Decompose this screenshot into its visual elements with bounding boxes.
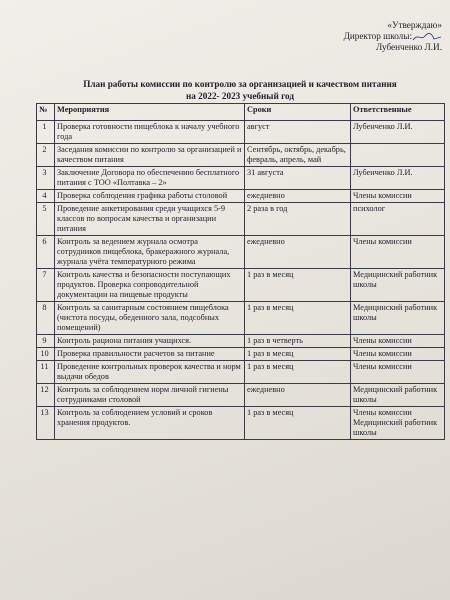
- row-number: 11: [37, 361, 55, 384]
- plan-table: [36, 103, 445, 440]
- row-timing: 1 раз в месяц: [245, 348, 351, 361]
- approval-block: [292, 20, 442, 53]
- header-timing: Сроки: [245, 104, 351, 121]
- table-row: [37, 167, 445, 190]
- row-responsible: Члены комиссии: [351, 190, 445, 203]
- table-row: [37, 302, 445, 335]
- row-responsible: Члены комиссии: [351, 236, 445, 269]
- table-row: [37, 335, 445, 348]
- row-responsible: Медицинский работник школы: [351, 302, 445, 335]
- director-label: Директор школы:: [343, 31, 412, 41]
- row-timing: 1 раз в месяц: [245, 302, 351, 335]
- page-title: [40, 78, 440, 102]
- row-activity: Проведение контрольных проверок качества и норм выдачи обедов: [55, 361, 245, 384]
- table-header-row: [37, 104, 445, 121]
- row-activity: Контроль за соблюдением норм личной гигиены сотрудниками столовой: [55, 384, 245, 407]
- table-row: [37, 361, 445, 384]
- header-activity: Мероприятия: [55, 104, 245, 121]
- title-line-1: План работы комиссии по контролю за организацией и качеством питания: [83, 79, 397, 89]
- table-row: [37, 236, 445, 269]
- row-activity: Контроль за санитарным состоянием пищеблока (чистота посуды, обеденного зала, подсобных помещений): [55, 302, 245, 335]
- row-number: 8: [37, 302, 55, 335]
- row-activity: Контроль за соблюдением условий и сроков хранения продуктов.: [55, 407, 245, 440]
- table-row: [37, 203, 445, 236]
- row-activity: Контроль рациона питания учащихся.: [55, 335, 245, 348]
- row-timing: 1 раз в четверть: [245, 335, 351, 348]
- table-row: [37, 407, 445, 440]
- row-responsible: Члены комиссии: [351, 361, 445, 384]
- row-activity: Контроль за ведением журнала осмотра сотрудников пищеблока, бракеражного журнала, журнала учёта температурного режима: [55, 236, 245, 269]
- row-responsible: Члены комиссии: [351, 335, 445, 348]
- header-responsible: Ответственные: [351, 104, 445, 121]
- row-timing: 1 раз в месяц: [245, 407, 351, 440]
- row-responsible: Лубенченко Л.И.: [351, 167, 445, 190]
- row-number: 13: [37, 407, 55, 440]
- approval-heading: «Утверждаю»: [387, 20, 442, 30]
- row-timing: ежедневно: [245, 190, 351, 203]
- row-number: 9: [37, 335, 55, 348]
- row-timing: Сентябрь, октябрь, декабрь, февраль, апрель, май: [245, 144, 351, 167]
- row-responsible: Члены комиссии: [351, 348, 445, 361]
- row-timing: ежедневно: [245, 384, 351, 407]
- table-row: [37, 190, 445, 203]
- table-row: [37, 384, 445, 407]
- row-number: 12: [37, 384, 55, 407]
- row-number: 1: [37, 121, 55, 144]
- row-timing: август: [245, 121, 351, 144]
- row-number: 2: [37, 144, 55, 167]
- row-responsible: [351, 144, 445, 167]
- title-line-2: на 2022- 2023 учебный год: [185, 91, 294, 101]
- table-row: [37, 348, 445, 361]
- row-activity: Контроль качества и безопасности поступающих продуктов. Проверка сопроводительной документации на пищевые продукты: [55, 269, 245, 302]
- row-number: 10: [37, 348, 55, 361]
- row-responsible: Медицинский работник школы: [351, 384, 445, 407]
- signature-icon: [412, 32, 442, 42]
- director-name: Лубенченко Л.И.: [376, 42, 442, 52]
- row-responsible: Члены комиссии Медицинский работник школы: [351, 407, 445, 440]
- row-activity: Проверка соблюдения графика работы столовой: [55, 190, 245, 203]
- row-responsible: Лубенченко Л.И.: [351, 121, 445, 144]
- table-row: [37, 269, 445, 302]
- row-responsible: Медицинский работник школы: [351, 269, 445, 302]
- row-number: 5: [37, 203, 55, 236]
- row-activity: Заседания комиссии по контролю за организацией и качеством питания: [55, 144, 245, 167]
- row-timing: 31 августа: [245, 167, 351, 190]
- row-number: 7: [37, 269, 55, 302]
- row-timing: ежедневно: [245, 236, 351, 269]
- header-number: №: [37, 104, 55, 121]
- row-responsible: психолог: [351, 203, 445, 236]
- table-row: [37, 121, 445, 144]
- row-activity: Проверка готовности пищеблока к началу учебного года: [55, 121, 245, 144]
- table-row: [37, 144, 445, 167]
- row-number: 4: [37, 190, 55, 203]
- row-timing: 1 раз в месяц: [245, 269, 351, 302]
- row-timing: 2 раза в год: [245, 203, 351, 236]
- row-number: 6: [37, 236, 55, 269]
- row-activity: Проверка правильности расчетов за питание: [55, 348, 245, 361]
- row-activity: Заключение Договора по обеспечению бесплатного питания с ТОО «Полтавка – 2»: [55, 167, 245, 190]
- row-number: 3: [37, 167, 55, 190]
- row-timing: 1 раз в месяц: [245, 361, 351, 384]
- row-activity: Проведение анкетирования среди учащихся 5-9 классов по вопросам качества и организации питания: [55, 203, 245, 236]
